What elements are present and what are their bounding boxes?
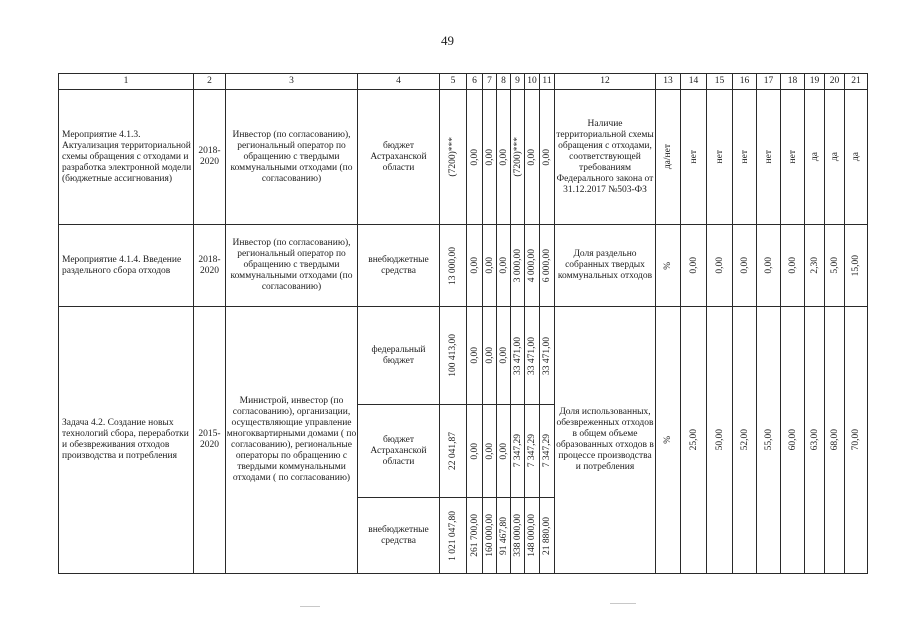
finance-value: 7 347,29 — [527, 434, 537, 468]
header-cell: 19 — [805, 74, 825, 90]
finance-value: 4 000,00 — [527, 248, 537, 283]
executor-cell: Министрой, инвестор (по согласованию), организации, осуществляющие управление многоквартирными домами ( по согласованию), региональные операторы по обращению с твердыми коммунальными отходами ( по согласованию) — [226, 307, 358, 574]
page-number: 49 — [441, 33, 454, 48]
header-cell: 15 — [707, 74, 733, 90]
finance-value: 0,00 — [484, 148, 495, 166]
finance-value: 0,00 — [469, 257, 480, 274]
header-cell: 20 — [825, 74, 845, 90]
target-value: 60,00 — [787, 429, 798, 451]
finance-source-cell: бюджет Астраханской области — [358, 90, 440, 225]
event-cell: Мероприятие 4.1.4. Введение раздельного сбора отходов — [59, 225, 194, 307]
finance-value: 0,00 — [498, 257, 509, 274]
scan-mark — [300, 606, 320, 607]
finance-source-cell: внебюджетные средства — [358, 225, 440, 307]
header-cell: 13 — [656, 74, 681, 90]
header-cell: 14 — [681, 74, 707, 90]
target-value: нет — [739, 150, 750, 164]
finance-total: 1 021 047,80 — [448, 510, 458, 561]
unit-cell: % — [663, 436, 673, 444]
period-cell: 2018-2020 — [194, 90, 226, 225]
finance-source-cell: федеральный бюджет — [358, 307, 440, 405]
finance-value: 0,00 — [484, 442, 495, 460]
finance-value: 6 000,00 — [542, 248, 552, 283]
header-row — [59, 74, 868, 90]
target-value: 0,00 — [714, 257, 725, 274]
target-value: 70,00 — [851, 429, 861, 451]
finance-value: 0,00 — [542, 148, 552, 166]
finance-value: 160 000,00 — [484, 514, 495, 557]
finance-value: 338 000,00 — [512, 514, 523, 557]
target-value: 25,00 — [688, 429, 699, 451]
target-value: 63,00 — [809, 429, 820, 451]
finance-value: (7200)*** — [512, 137, 523, 177]
period-cell: 2015-2020 — [194, 307, 226, 574]
table-row — [59, 307, 868, 405]
header-cell: 17 — [757, 74, 781, 90]
target-value: нет — [787, 150, 798, 164]
finance-value: 261 700,00 — [469, 514, 480, 557]
target-value: 5,00 — [829, 257, 840, 274]
finance-value: 21 880,00 — [542, 516, 552, 555]
table-row — [59, 225, 868, 307]
header-cell: 10 — [525, 74, 540, 90]
target-value: 0,00 — [739, 257, 750, 274]
executor-cell: Инвестор (по согласованию), региональный оператор по обращению с твердыми коммунальными отходами (по согласованию) — [226, 225, 358, 307]
target-value: нет — [688, 150, 699, 164]
finance-total: (7200)*** — [448, 137, 458, 177]
finance-source-cell: внебюджетные средства — [358, 498, 440, 574]
header-cell: 1 — [59, 74, 194, 90]
header-cell: 21 — [845, 74, 868, 90]
header-cell: 16 — [733, 74, 757, 90]
scan-mark — [610, 603, 636, 604]
header-cell: 9 — [511, 74, 525, 90]
target-value: 55,00 — [763, 429, 774, 451]
finance-value: 0,00 — [527, 148, 537, 166]
period-cell: 2018-2020 — [194, 225, 226, 307]
header-cell: 3 — [226, 74, 358, 90]
header-cell: 4 — [358, 74, 440, 90]
header-cell: 12 — [555, 74, 656, 90]
target-value: 0,00 — [763, 257, 774, 274]
finance-source-cell: бюджет Астраханской области — [358, 405, 440, 498]
target-value: 52,00 — [739, 429, 750, 451]
target-value: 2,30 — [809, 257, 820, 274]
finance-value: 0,00 — [498, 442, 509, 460]
indicator-cell: Доля использованных, обезвреженных отходов в общем объеме образованных отходов в процессе производства и потребления — [555, 307, 656, 574]
target-value: нет — [714, 150, 725, 164]
finance-value: 0,00 — [498, 347, 509, 364]
target-value: 50,00 — [714, 429, 725, 451]
finance-value: 0,00 — [469, 148, 480, 166]
target-value: да — [809, 152, 820, 162]
finance-value: 7 347,29 — [512, 434, 523, 468]
target-value: 68,00 — [829, 429, 840, 451]
unit-cell: % — [663, 261, 673, 270]
table-row — [59, 90, 868, 225]
header-cell: 8 — [497, 74, 511, 90]
header-cell: 7 — [483, 74, 497, 90]
finance-value: 0,00 — [469, 442, 480, 460]
executor-cell: Инвестор (по согласованию), региональный оператор по обращению с твердыми коммунальными отходами (по согласованию) — [226, 90, 358, 225]
event-cell: Мероприятие 4.1.3. Актуализация территориальной схемы обращения с отходами и разработка электронной модели (бюджетные ассигнования) — [59, 90, 194, 225]
event-cell: Задача 4.2. Создание новых технологий сбора, переработки и обезвреживания отходов производства и потребления — [59, 307, 194, 574]
target-value: да — [829, 152, 840, 162]
finance-value: 3 000,00 — [512, 248, 523, 283]
finance-total: 13 000,00 — [448, 246, 458, 285]
finance-value: 7 347,29 — [542, 434, 552, 468]
finance-total: 100 413,00 — [448, 334, 458, 377]
target-value: нет — [763, 150, 774, 164]
indicator-cell: Доля раздельно собранных твердых коммунальных отходов — [555, 225, 656, 307]
target-value: 0,00 — [688, 257, 699, 274]
finance-value: 91 467,80 — [498, 516, 509, 555]
finance-value: 148 000,00 — [527, 514, 537, 557]
finance-total: 22 041,87 — [448, 432, 458, 470]
unit-cell: да/нет — [663, 144, 673, 170]
finance-value: 33 471,00 — [512, 336, 523, 375]
finance-value: 0,00 — [469, 347, 480, 364]
target-value: 15,00 — [851, 254, 861, 277]
header-cell: 11 — [540, 74, 555, 90]
finance-value: 0,00 — [484, 257, 495, 274]
header-cell: 2 — [194, 74, 226, 90]
program-table — [58, 73, 868, 574]
header-cell: 6 — [467, 74, 483, 90]
finance-value: 33 471,00 — [527, 336, 537, 375]
finance-value: 0,00 — [498, 148, 509, 166]
finance-value: 33 471,00 — [542, 336, 552, 375]
target-value: да — [851, 152, 861, 162]
header-cell: 18 — [781, 74, 805, 90]
header-cell: 5 — [440, 74, 467, 90]
indicator-cell: Наличие территориальной схемы обращения с отходами, соответствующей требованиям Федерального закона от 31.12.2017 №503-ФЗ — [555, 90, 656, 225]
finance-value: 0,00 — [484, 347, 495, 364]
target-value: 0,00 — [787, 257, 798, 274]
